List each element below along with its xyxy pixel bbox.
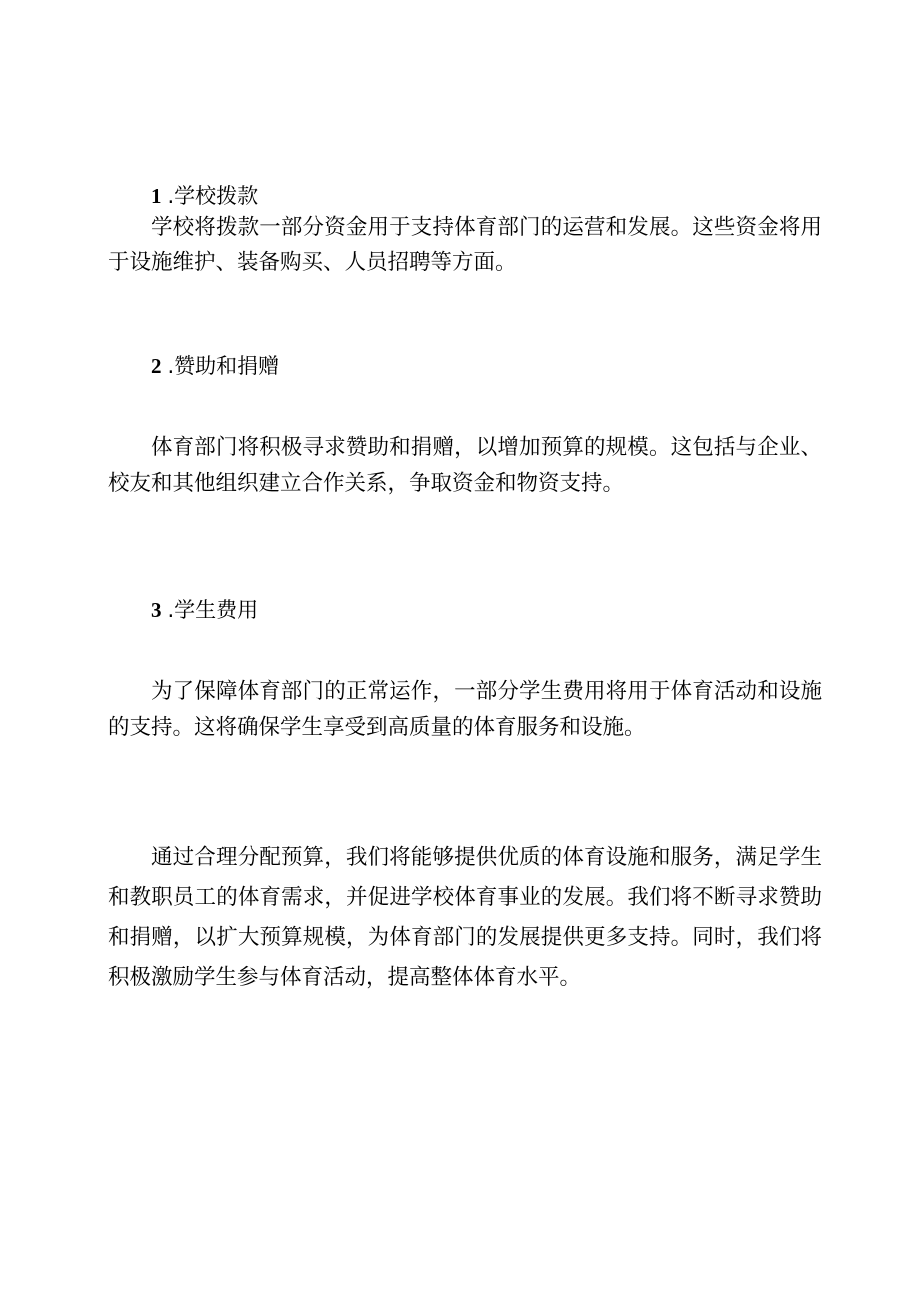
section-1-heading [151,181,258,211]
section-3-heading [151,595,258,625]
section-2-number: 2 [151,354,162,378]
section-2-title: .赞助和捐赠 [167,354,280,378]
section-1-body: 学校将拨款一部分资金用于支持体育部门的运营和发展。这些资金将用于设施维护、装备购买、人员招聘等方面。 [108,215,822,275]
conclusion-paragraph: 通过合理分配预算，我们将能够提供优质的体育设施和服务，满足学生和教职员工的体育需求，并促进学校体育事业的发展。我们将不断寻求赞助和捐赠，以扩大预算规模，为体育部门的发展提供更多支持。同时，我们将积极激励学生参与体育活动，提高整体体育水平。 [108,845,822,990]
section-3-body: 为了保障体育部门的正常运作，一部分学生费用将用于体育活动和设施的支持。这将确保学生享受到高质量的体育服务和设施。 [108,679,822,740]
section-1-number: 1 [151,184,162,208]
section-3-title: .学生费用 [167,598,259,622]
section-2-body: 体育部门将积极寻求赞助和捐赠，以增加预算的规模。这包括与企业、校友和其他组织建立合作关系，争取资金和物资支持。 [108,435,822,496]
section-1-title: .学校拨款 [167,184,259,208]
section-2-heading [151,351,279,381]
section-3-number: 3 [151,598,162,622]
